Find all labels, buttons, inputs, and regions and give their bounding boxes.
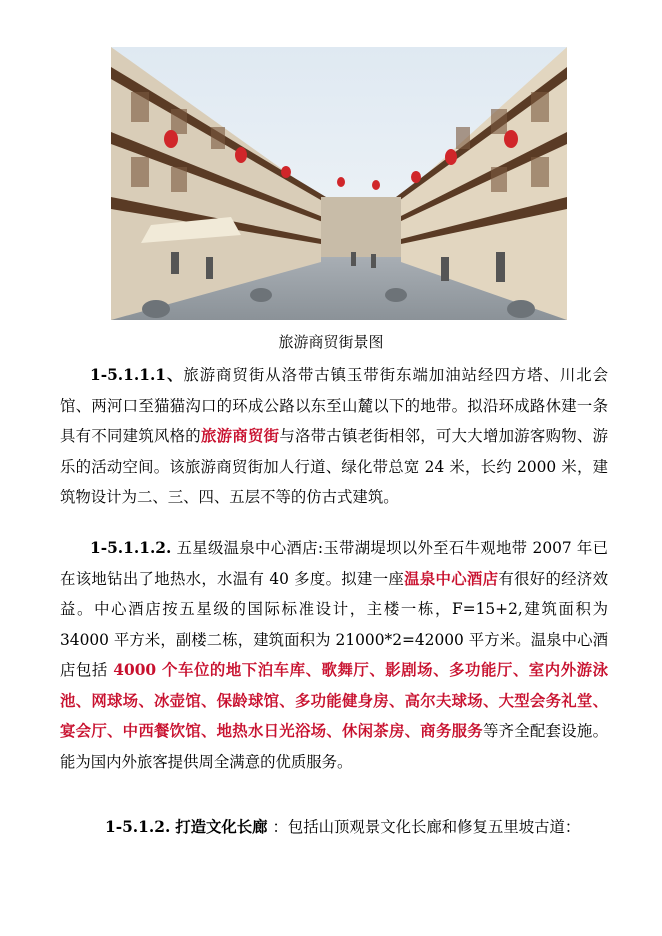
highlight-facilities: 4000 个车位的地下泊车库、歌舞厅、影剧场、多功能厅、室内外游泳池、网球场、冰壶馆、保龄球馆、多功能健身房、高尔夫球场、大型会务礼堂、宴会厅、中西餐饮馆、地热水日光浴场、休闲茶房、商务服务 [60, 661, 608, 740]
highlight-text: 温泉中心酒店 [404, 569, 499, 588]
paragraph-tourism-street: 1-5.1.1.1、旅游商贸街从洛带古镇玉带街东端加油站经四方塔、川北会馆、两河口至猫猫沟口的环成公路以东至山麓以下的地带。拟沿环成路休建一条具有不同建筑风格的旅游商贸街与洛带古镇老街相邻，可大大增加游客购物、游乐的活动空间。该旅游商贸街加人行道、绿化带总宽 24 米，长约 2000 米，建筑物设计为二、三、四、五层不等的仿古式建筑。 [60, 366, 608, 506]
section-number: 1-5.1.2. [105, 818, 171, 836]
section-heading: 打造文化长廊 [175, 818, 268, 836]
street-scene-photo [111, 47, 567, 320]
paragraph-culture-corridor: 1-5.1.2. 打造文化长廊 ：包括山顶观景文化长廊和修复五里坡古道： [105, 818, 581, 836]
section-number: 1-5.1.1.1、 [90, 366, 184, 384]
highlight-text: 旅游商贸街 [200, 427, 280, 445]
section-number: 1-5.1.1.2. [90, 539, 172, 557]
photo-caption: 旅游商贸街景图 [278, 333, 384, 351]
paragraph-hot-spring-hotel: 1-5.1.1.2. 五星级温泉中心酒店:玉带湖堤坝以外至石牛观地带 2007 年已在该地钻出了地热水，水温有 40 多度。拟建一座温泉中心酒店有很好的经济效益。中心酒店按五星级的国际标准设计，主楼一栋，F=15+2,建筑面积为 34000 平方米，副楼二栋，建筑面积为 21000*2=42000 平方米。温泉中心酒店包括 4000 个车位的地下泊车库、歌舞厅、影剧场、多功能厅、室内外游泳池、网球场、冰壶馆、保龄球馆、多功能健身房、高尔夫球场、大型会务礼堂、宴会厅、中西餐饮馆、地热水日光浴场、休闲茶房、商务服务等齐全配套设施。能为国内外旅客提供周全满意的优质服务。 [60, 539, 608, 771]
